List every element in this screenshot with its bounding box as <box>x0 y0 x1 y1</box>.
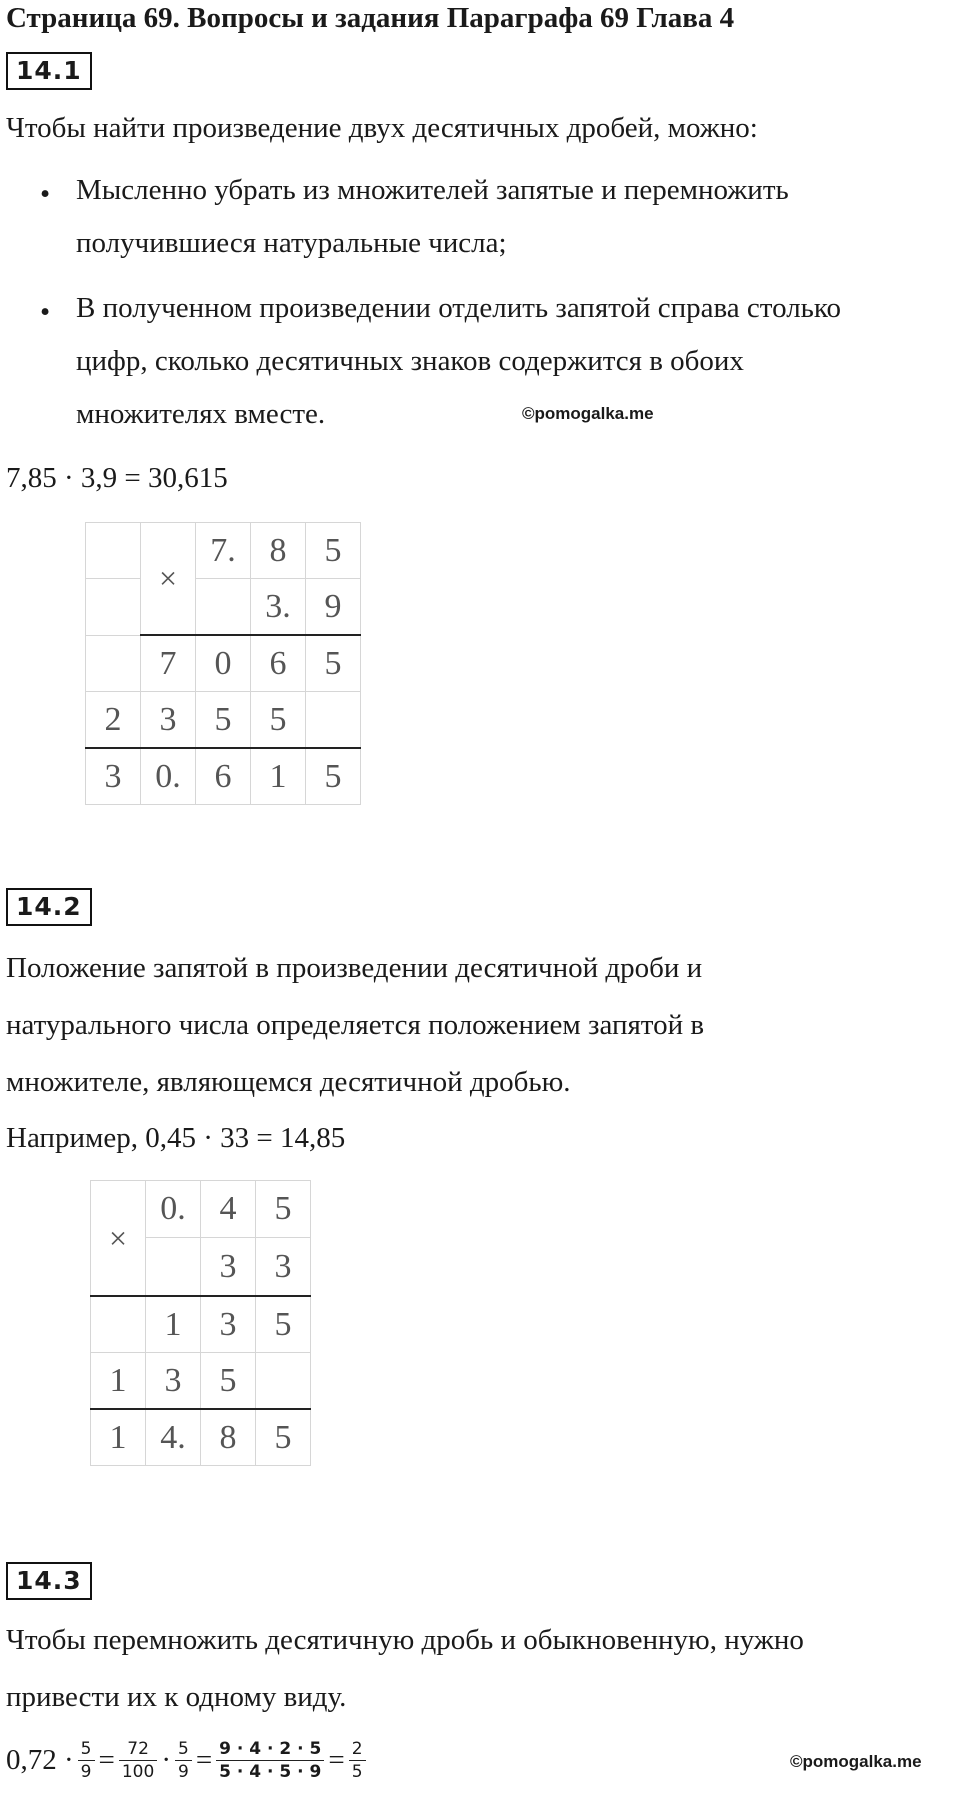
grid-cell <box>86 579 141 636</box>
numerator: 72 <box>119 1738 157 1761</box>
grid-cell: 7 <box>141 635 196 692</box>
example-equation: Например, 0,45 · 33 = 14,85 <box>6 1122 346 1154</box>
grid-cell: 1 <box>91 1353 146 1410</box>
grid-cell: 3 <box>86 748 141 805</box>
fraction <box>175 1738 192 1783</box>
bullet-line: Мысленно убрать из множителей запятые и перемножить <box>76 174 789 206</box>
grid-cell: 8 <box>201 1409 256 1466</box>
text-line: привести их к одному виду. <box>6 1681 347 1713</box>
grid-cell <box>91 1296 146 1353</box>
grid-row <box>91 1181 311 1238</box>
task-number-badge <box>6 888 92 926</box>
grid-cell: 1 <box>146 1296 201 1353</box>
bullet-text <box>76 164 789 270</box>
task-number: 14.2 <box>6 888 92 926</box>
grid-cell: 5 <box>256 1296 311 1353</box>
grid-cell: 5 <box>306 523 361 579</box>
grid-cell <box>146 1238 201 1296</box>
grid-row <box>86 579 361 636</box>
grid-row <box>86 523 361 579</box>
grid-cell: 0 <box>196 635 251 692</box>
text-line: Положение запятой в произведении десятичной дроби и <box>6 952 703 984</box>
task-number-badge <box>6 1562 92 1600</box>
grid-cell: 4. <box>146 1409 201 1466</box>
bullet-line: получившиеся натуральные числа; <box>76 227 507 259</box>
grid-cell: 3 <box>146 1353 201 1410</box>
grid-cell <box>86 635 141 692</box>
text-line: множителе, являющемся десятичной дробью. <box>6 1066 571 1098</box>
task-text <box>6 1612 804 1726</box>
grid-cell <box>86 523 141 579</box>
watermark: ©pomogalka.me <box>790 1752 922 1771</box>
bullet-dot-icon: • <box>40 178 51 210</box>
multiply-sign: × <box>91 1181 146 1297</box>
grid-cell: 3 <box>201 1296 256 1353</box>
grid-cell: 3 <box>141 692 196 749</box>
denominator: 9 <box>177 1762 189 1782</box>
task-number-badge <box>6 52 92 90</box>
grid-cell: 1 <box>91 1409 146 1466</box>
equals-sign: = <box>98 1744 115 1776</box>
page-title: Страница 69. Вопросы и задания Параграфа 69 Глава 4 <box>6 2 735 34</box>
grid-cell: 3 <box>201 1238 256 1296</box>
task-text <box>6 940 704 1111</box>
grid-row <box>86 748 361 805</box>
grid-cell: 5 <box>256 1409 311 1466</box>
grid-row <box>91 1296 311 1353</box>
grid-cell: 4 <box>201 1181 256 1238</box>
multiplication-grid <box>85 522 361 805</box>
text-line: Чтобы перемножить десятичную дробь и обыкновенную, нужно <box>6 1624 804 1656</box>
grid-cell: 6 <box>251 635 306 692</box>
denominator: 5 · 4 · 5 · 9 <box>219 1762 322 1782</box>
bullet-dot-icon: • <box>40 296 51 328</box>
grid-cell <box>256 1353 311 1410</box>
grid-row <box>86 692 361 749</box>
grid-cell: 6 <box>196 748 251 805</box>
grid-cell: 0. <box>146 1181 201 1238</box>
text-line: натурального числа определяется положением запятой в <box>6 1009 705 1041</box>
grid-cell: 0. <box>141 748 196 805</box>
grid-cell <box>306 692 361 749</box>
grid-cell: 5 <box>201 1353 256 1410</box>
grid-cell: 5 <box>256 1181 311 1238</box>
equals-sign: = <box>195 1744 213 1776</box>
numerator: 2 <box>349 1738 366 1761</box>
numerator: 5 <box>175 1738 192 1761</box>
multiply-sign: × <box>141 523 196 636</box>
grid-cell: 9 <box>306 579 361 636</box>
grid-cell: 5 <box>251 692 306 749</box>
task-number: 14.1 <box>6 52 92 90</box>
grid-cell: 3 <box>256 1238 311 1296</box>
fraction <box>119 1738 157 1783</box>
fraction <box>216 1738 324 1783</box>
grid-row <box>91 1409 311 1466</box>
denominator: 5 <box>351 1762 363 1782</box>
bullet-line: цифр, сколько десятичных знаков содержится в обоих <box>76 345 744 377</box>
fraction-formula <box>6 1738 366 1783</box>
grid-cell: 5 <box>306 748 361 805</box>
grid-cell: 7. <box>196 523 251 579</box>
grid-cell <box>196 579 251 636</box>
formula-lead: 0,72 · <box>6 1744 74 1776</box>
grid-cell: 1 <box>251 748 306 805</box>
equals-sign: = <box>328 1744 345 1776</box>
grid-cell: 8 <box>251 523 306 579</box>
grid-cell: 5 <box>196 692 251 749</box>
fraction <box>349 1738 366 1783</box>
bullet-text <box>76 282 841 441</box>
equation: 7,85 · 3,9 = 30,615 <box>6 462 228 494</box>
multiply-dot: · <box>161 1744 171 1776</box>
numerator: 5 <box>78 1738 95 1761</box>
grid-cell: 3. <box>251 579 306 636</box>
watermark: ©pomogalka.me <box>522 404 654 423</box>
denominator: 100 <box>121 1762 155 1782</box>
grid-cell: 2 <box>86 692 141 749</box>
bullet-line: В полученном произведении отделить запятой справа столько <box>76 292 842 324</box>
task-intro: Чтобы найти произведение двух десятичных дробей, можно: <box>6 112 758 144</box>
grid-cell: 5 <box>306 635 361 692</box>
bullet-line: множителях вместе. <box>76 398 326 430</box>
multiplication-grid <box>90 1180 311 1466</box>
numerator: 9 · 4 · 2 · 5 <box>216 1738 324 1761</box>
grid-row <box>86 635 361 692</box>
denominator: 9 <box>80 1762 92 1782</box>
task-number: 14.3 <box>6 1562 92 1600</box>
fraction <box>78 1738 95 1783</box>
grid-row <box>91 1353 311 1410</box>
